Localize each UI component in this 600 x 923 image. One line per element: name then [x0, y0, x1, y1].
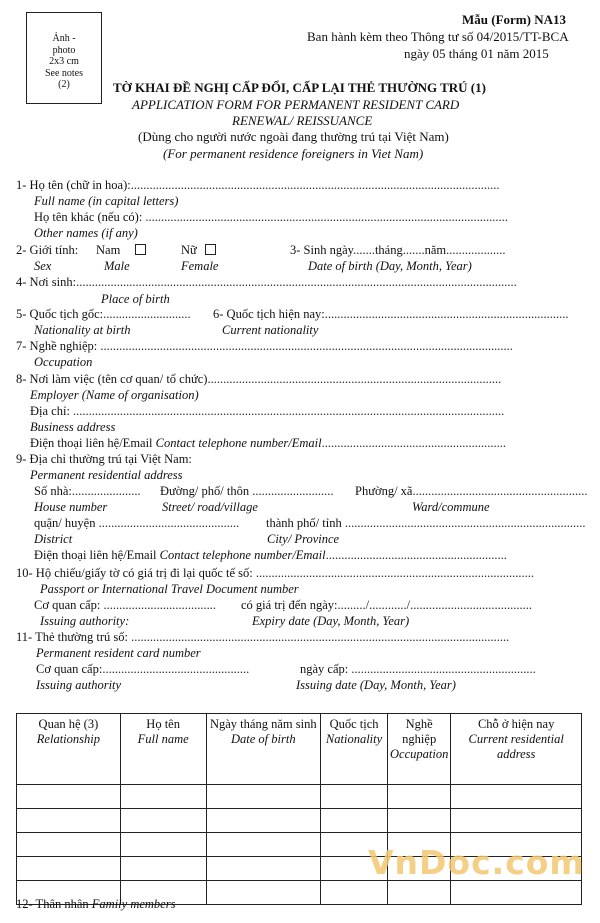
female-checkbox[interactable]: [205, 244, 216, 255]
field-current-nationality[interactable]: 6- Quốc tịch hiện nay:..............................................................................: [213, 307, 569, 321]
full-name-en: Full name (in capital letters): [34, 194, 179, 208]
label: 6- Quốc tịch hiện nay:: [213, 307, 325, 321]
field-resident-card-number[interactable]: 11- Thẻ thường trú số: .........................................................................................................................: [16, 630, 510, 644]
field-family-members: [16, 897, 175, 912]
field-place-of-birth[interactable]: 4- Nơi sinh:.............................................................................................................................................: [16, 275, 517, 289]
field-sex: [16, 243, 78, 258]
label: có giá trị đến ngày:: [241, 598, 338, 612]
card-issuer-en: Issuing authority: [36, 678, 122, 692]
occupation-en: Occupation: [34, 355, 93, 369]
label: thành phố/ tỉnh: [266, 516, 342, 530]
label-en: Contact telephone number/Email: [159, 548, 326, 562]
col-occupation: Nghề nghiệp Occupation: [388, 714, 451, 785]
resident-card-number-en: Permanent resident card number: [36, 646, 201, 660]
passport-number-en: Passport or International Travel Document number: [40, 582, 299, 596]
street-en: Street/ road/village: [162, 500, 258, 514]
label: Số nhà:: [34, 484, 72, 498]
field-permanent-address: [16, 452, 192, 467]
district-en: District: [34, 532, 73, 546]
dob-en: Date of birth (Day, Month, Year): [308, 259, 472, 273]
label: 9- Địa chỉ thường trú tại Việt Nam:: [16, 452, 192, 466]
passport-issuer-en: Issuing authority:: [40, 614, 130, 628]
col-current-address: Chỗ ở hiện nay Current residential address: [451, 714, 582, 785]
label: Điện thoại liên hệ/Email: [34, 548, 157, 562]
title-vi: TỜ KHAI ĐỀ NGHỊ CẤP ĐỔI, CẤP LẠI THẺ THƯỜNG TRÚ (1): [113, 80, 486, 95]
label: quận/ huyện: [34, 516, 96, 530]
card-issue-date-en: Issuing date (Day, Month, Year): [296, 678, 456, 692]
watermark-logo: VnDoc.com: [368, 843, 585, 882]
label: 4- Nơi sinh:: [16, 275, 77, 289]
field-employer[interactable]: 8- Nơi làm việc (tên cơ quan/ tổ chức)..............................................................................................: [16, 372, 502, 386]
label: Đường/ phố/ thôn: [160, 484, 250, 498]
field-other-names[interactable]: Họ tên khác (nếu có): ....................................................................................................................: [34, 210, 508, 224]
field-house-number[interactable]: Số nhà:......................: [34, 484, 141, 498]
field-passport-expiry[interactable]: có giá trị đến ngày:........./............/.......................................: [241, 598, 532, 612]
col-date-of-birth: Ngày tháng năm sinh Date of birth: [206, 714, 321, 785]
table-row: [17, 809, 582, 833]
sex-en: Sex: [34, 259, 52, 273]
label: 12- Thân nhân: [16, 897, 89, 911]
subtitle-en: (For permanent residence foreigners in Viet Nam): [163, 146, 424, 161]
label: Điện thoại liên hệ/Email: [30, 436, 153, 450]
passport-expiry-en: Expiry date (Day, Month, Year): [252, 614, 410, 628]
field-passport-issuer[interactable]: Cơ quan cấp: ....................................: [34, 598, 216, 612]
other-names-en: Other names (if any): [34, 226, 138, 240]
col-nationality: Quốc tịch Nationality: [321, 714, 388, 785]
label: Cơ quan cấp:: [34, 598, 101, 612]
field-card-issuer[interactable]: Cơ quan cấp:...............................................: [36, 662, 250, 676]
sex-male[interactable]: [96, 243, 148, 258]
city-en: City/ Province: [267, 532, 340, 546]
label: 7- Nghề nghiệp:: [16, 339, 98, 353]
field-district[interactable]: quận/ huyện .............................................: [34, 516, 240, 530]
label: Họ tên khác (nếu có):: [34, 210, 143, 224]
issued-date: ngày 05 tháng 01 năm 2015: [404, 46, 549, 61]
field-full-name[interactable]: 1- Họ tên (chữ in hoa):......................................................................................................................: [16, 178, 500, 192]
subtitle-vi: (Dùng cho người nước ngoài đang thường trú tại Việt Nam): [138, 129, 449, 144]
field-nationality-birth[interactable]: 5- Quốc tịch gốc:............................: [16, 307, 191, 321]
field-passport-number[interactable]: 10- Hộ chiếu/giấy tờ có giá trị đi lại quốc tế số: .........................................................................................: [16, 566, 535, 580]
field-business-address[interactable]: Địa chỉ: ..........................................................................................................................................: [30, 404, 505, 418]
label: 11- Thẻ thường trú số:: [16, 630, 128, 644]
business-address-en: Business address: [30, 420, 116, 434]
field-business-contact[interactable]: Điện thoại liên hệ/Email Contact telephone number/Email...........................................................: [30, 436, 506, 450]
employer-en: Employer (Name of organisation): [30, 388, 199, 402]
photo-line: 2x3 cm: [49, 56, 79, 67]
field-card-issue-date[interactable]: ngày cấp: ...........................................................: [300, 662, 536, 676]
label: Cơ quan cấp:: [36, 662, 103, 676]
label: 8- Nơi làm việc (tên cơ quan/ tổ chức): [16, 372, 208, 386]
field-city[interactable]: thành phố/ tỉnh .............................................................................: [266, 516, 586, 530]
label: Nữ: [181, 243, 197, 257]
table-row: [17, 785, 582, 809]
label: 5- Quốc tịch gốc:: [16, 307, 104, 321]
photo-placeholder-box: [26, 12, 102, 104]
label: 2- Giới tính:: [16, 243, 79, 257]
label-en: Family members: [91, 897, 176, 911]
label: 10- Hộ chiếu/giấy tờ có giá trị đi lại quốc tế số:: [16, 566, 253, 580]
female-en: Female: [181, 259, 219, 273]
label: Địa chỉ:: [30, 404, 70, 418]
label: năm: [424, 243, 447, 257]
title-en-1: APPLICATION FORM FOR PERMANENT RESIDENT CARD: [132, 97, 460, 112]
issued-by: Ban hành kèm theo Thông tư số 04/2015/TT-BCA: [307, 29, 569, 44]
male-checkbox[interactable]: [135, 244, 146, 255]
label: Phường/ xã: [355, 484, 413, 498]
label: 1- Họ tên (chữ in hoa):: [16, 178, 131, 192]
permanent-address-en: Permanent residential address: [30, 468, 183, 482]
photo-line: photo: [52, 44, 76, 56]
place-of-birth-en: Place of birth: [101, 292, 170, 306]
label: 3- Sinh ngày: [290, 243, 354, 257]
field-street[interactable]: Đường/ phố/ thôn ..........................: [160, 484, 334, 498]
photo-line: See notes: [44, 67, 84, 79]
col-relationship: Quan hệ (3) Relationship: [17, 714, 121, 785]
title-en-2: RENEWAL/ REISSUANCE: [232, 113, 373, 128]
ward-en: Ward/commune: [412, 500, 490, 514]
sex-female[interactable]: [181, 243, 218, 258]
field-date-of-birth[interactable]: 3- Sinh ngày.......tháng.......năm...................: [290, 243, 506, 257]
label: tháng: [374, 243, 403, 257]
col-full-name: Họ tên Full name: [120, 714, 206, 785]
nationality-birth-en: Nationality at birth: [34, 323, 131, 337]
photo-line: Ảnh -: [52, 33, 76, 44]
label: ngày cấp:: [300, 662, 349, 676]
photo-line: (2): [58, 79, 70, 90]
field-residential-contact[interactable]: Điện thoại liên hệ/Email Contact telephone number/Email..........................................................: [34, 548, 507, 562]
field-occupation[interactable]: 7- Nghề nghiệp: ....................................................................................................................................: [16, 339, 513, 353]
label: Nam: [96, 243, 121, 257]
label-en: Contact telephone number/Email: [155, 436, 322, 450]
male-en: Male: [104, 259, 130, 273]
current-nationality-en: Current nationality: [222, 323, 319, 337]
form-number: Mẫu (Form) NA13: [462, 12, 566, 27]
house-number-en: House number: [34, 500, 108, 514]
field-ward[interactable]: Phường/ xã........................................................: [355, 484, 588, 498]
table-header-row: [17, 714, 582, 785]
